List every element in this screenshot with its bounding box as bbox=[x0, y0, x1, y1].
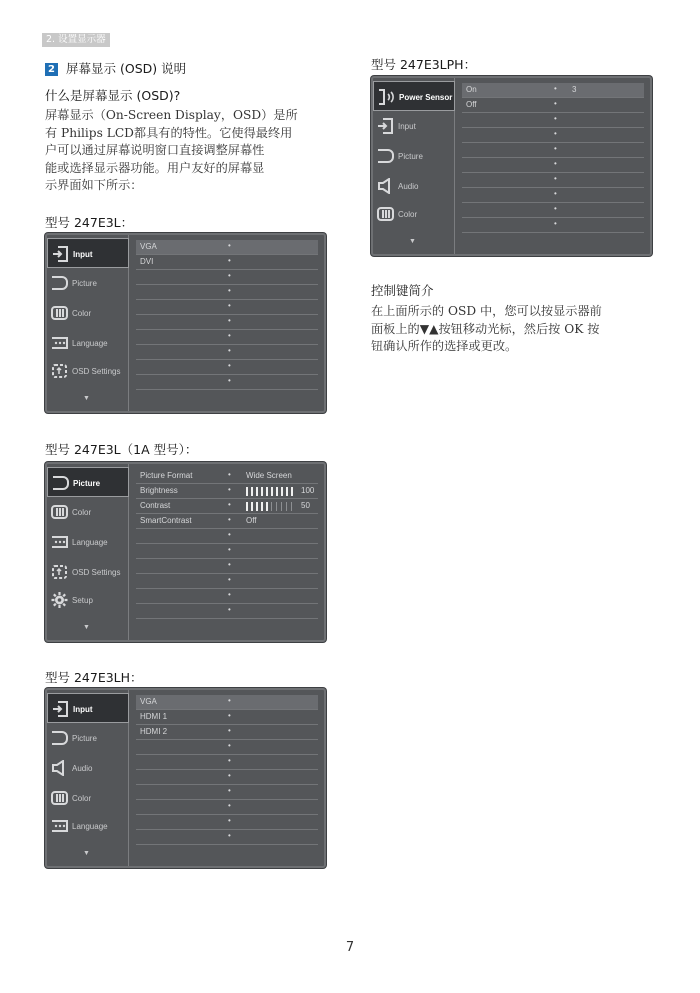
osd-submenu bbox=[130, 464, 324, 640]
osd-option-marker: • bbox=[228, 376, 231, 385]
language-icon bbox=[51, 818, 68, 834]
osd-menu-label: Color bbox=[72, 309, 92, 318]
osd-submenu-row[interactable] bbox=[136, 604, 318, 619]
osd-submenu-row[interactable] bbox=[462, 143, 644, 158]
osd-menu-label: Power Sensor bbox=[399, 93, 453, 102]
osd-menu-label: Input bbox=[73, 705, 93, 714]
osd-option-marker: • bbox=[228, 560, 231, 569]
osd-submenu bbox=[130, 235, 324, 411]
osd-menu-item[interactable] bbox=[47, 238, 129, 268]
picture-icon bbox=[51, 275, 68, 291]
section-number-badge: 2 bbox=[45, 63, 58, 76]
osd-option-label: Off bbox=[466, 100, 477, 109]
osd-option-marker: • bbox=[228, 286, 231, 295]
osd-menu-item[interactable] bbox=[47, 467, 129, 497]
input-icon bbox=[52, 246, 69, 262]
intro-line: 户可以通过屏幕说明窗口直接调整屏幕性 bbox=[45, 143, 265, 158]
osd-submenu-row[interactable] bbox=[136, 469, 318, 484]
osd-menu bbox=[47, 464, 129, 640]
osd-menu-item[interactable] bbox=[47, 497, 129, 527]
osd-option-marker: • bbox=[228, 786, 231, 795]
osd-menu-item[interactable] bbox=[47, 557, 129, 587]
osd-option-marker: • bbox=[228, 500, 231, 509]
osd-submenu bbox=[456, 78, 650, 254]
picture-icon bbox=[52, 475, 69, 491]
scroll-down-arrow-icon[interactable]: ▼ bbox=[83, 395, 90, 402]
osd-menu-item[interactable] bbox=[47, 298, 129, 328]
osd-menu-label: Color bbox=[72, 508, 92, 517]
osd-submenu-row[interactable] bbox=[136, 345, 318, 360]
osd-option-marker: • bbox=[228, 271, 231, 280]
osd-option-label: VGA bbox=[140, 242, 157, 251]
osd-menu bbox=[47, 690, 129, 866]
osd-option-marker: • bbox=[228, 831, 231, 840]
osd-option-marker: • bbox=[228, 575, 231, 584]
osd-submenu-row[interactable] bbox=[136, 695, 318, 710]
osd-option-marker: • bbox=[228, 771, 231, 780]
osd-submenu-row[interactable] bbox=[462, 218, 644, 233]
osd-option-label: VGA bbox=[140, 697, 157, 706]
osd-option-marker: • bbox=[228, 741, 231, 750]
osd-menu-item[interactable] bbox=[373, 81, 455, 111]
osd-menu-label: Language bbox=[72, 822, 108, 831]
osd-screen-247e3l-1a bbox=[45, 462, 326, 642]
osd-submenu-row[interactable] bbox=[136, 484, 318, 499]
section-title bbox=[45, 59, 186, 77]
osd-option-marker: • bbox=[228, 605, 231, 614]
intro-paragraph bbox=[45, 107, 335, 195]
osd-option-marker: • bbox=[228, 470, 231, 479]
osd-option-marker: • bbox=[554, 204, 557, 213]
osd-option-marker: • bbox=[228, 256, 231, 265]
osd-submenu-row[interactable] bbox=[462, 128, 644, 143]
osd-submenu-row[interactable] bbox=[462, 188, 644, 203]
osd-submenu-row[interactable] bbox=[136, 255, 318, 270]
intro-heading: 什么是屏幕显示 (OSD)? bbox=[45, 88, 181, 103]
intro-line: 有 Philips LCD都具有的特性。它使得最终用 bbox=[45, 125, 293, 140]
controls-line: 面板上的▼▲按钮移动光标，然后按 OK 按 bbox=[371, 321, 600, 336]
osd-option-marker: • bbox=[554, 174, 557, 183]
osd-submenu-row[interactable] bbox=[136, 589, 318, 604]
color-icon bbox=[51, 305, 68, 321]
osd-option-value: 3 bbox=[572, 85, 577, 94]
osd-option-marker: • bbox=[554, 114, 557, 123]
osd-menu-label: Color bbox=[72, 794, 92, 803]
controls-paragraph bbox=[371, 303, 661, 356]
osd-submenu-row[interactable] bbox=[136, 740, 318, 755]
osd-submenu-row[interactable] bbox=[136, 830, 318, 845]
osd-option-marker: • bbox=[554, 129, 557, 138]
controls-heading: 控制键简介 bbox=[371, 283, 434, 298]
osd-menu-item[interactable] bbox=[373, 171, 455, 201]
intro-line: 能或选择显示器功能。用户友好的屏幕显 bbox=[45, 160, 265, 175]
osd-submenu-row[interactable] bbox=[136, 815, 318, 830]
osd-option-marker: • bbox=[228, 485, 231, 494]
osd-option-marker: • bbox=[228, 530, 231, 539]
osd-option-marker: • bbox=[228, 241, 231, 250]
model-label-247e3lh: 型号 247E3LH： bbox=[45, 670, 143, 685]
osd-screen-247e3lh bbox=[45, 688, 326, 868]
osd-level-value: 100 bbox=[301, 486, 315, 495]
osd-option-marker: • bbox=[554, 144, 557, 153]
osd-option-marker: • bbox=[228, 756, 231, 765]
osd-menu-label: Audio bbox=[398, 182, 419, 191]
osd-submenu-row[interactable] bbox=[136, 499, 318, 514]
osd-option-marker: • bbox=[228, 816, 231, 825]
model-label-247e3l: 型号 247E3L： bbox=[45, 215, 134, 230]
osd-option-marker: • bbox=[228, 711, 231, 720]
osd-option-label: HDMI 2 bbox=[140, 727, 168, 736]
osd-menu-label: Setup bbox=[72, 596, 93, 605]
osd-menu-label: Picture bbox=[72, 279, 97, 288]
input-icon bbox=[52, 701, 69, 717]
osd-option-label: On bbox=[466, 85, 477, 94]
audio-icon bbox=[51, 760, 68, 776]
osd-menu-label: Picture bbox=[398, 152, 423, 161]
osd-settings-icon bbox=[51, 564, 68, 580]
osd-option-marker: • bbox=[228, 316, 231, 325]
osd-option-marker: • bbox=[554, 219, 557, 228]
osd-submenu-row[interactable] bbox=[136, 285, 318, 300]
osd-submenu-row[interactable] bbox=[136, 770, 318, 785]
osd-menu-item[interactable] bbox=[373, 111, 455, 141]
osd-level-value: 50 bbox=[301, 501, 310, 510]
osd-menu-label: Input bbox=[73, 250, 93, 259]
picture-icon bbox=[51, 730, 68, 746]
osd-menu bbox=[47, 235, 129, 411]
osd-option-marker: • bbox=[228, 801, 231, 810]
osd-option-marker: • bbox=[228, 545, 231, 554]
osd-submenu-row[interactable] bbox=[136, 315, 318, 330]
picture-icon bbox=[377, 148, 394, 164]
intro-line: 示界面如下所示： bbox=[45, 178, 143, 193]
controls-line: 钮确认所作的选择或更改。 bbox=[371, 339, 518, 354]
osd-option-marker: • bbox=[554, 159, 557, 168]
osd-menu-item[interactable] bbox=[47, 811, 129, 841]
scroll-down-arrow-icon[interactable]: ▼ bbox=[83, 850, 90, 857]
input-icon bbox=[377, 118, 394, 134]
osd-option-label: HDMI 1 bbox=[140, 712, 168, 721]
osd-option-marker: • bbox=[228, 515, 231, 524]
osd-menu-item[interactable] bbox=[373, 141, 455, 171]
osd-submenu-row[interactable] bbox=[136, 529, 318, 544]
section-title-text: 屏幕显示 (OSD) 说明 bbox=[66, 61, 187, 76]
scroll-down-arrow-icon[interactable]: ▼ bbox=[409, 238, 416, 245]
osd-menu-label: Language bbox=[72, 538, 108, 547]
osd-submenu-row[interactable] bbox=[136, 725, 318, 740]
osd-menu-label: OSD Settings bbox=[72, 367, 121, 376]
osd-menu-label: OSD Settings bbox=[72, 568, 121, 577]
osd-option-marker: • bbox=[228, 301, 231, 310]
osd-screen-247e3l bbox=[45, 233, 326, 413]
osd-menu-item[interactable] bbox=[47, 783, 129, 813]
osd-option-marker: • bbox=[554, 189, 557, 198]
scroll-down-arrow-icon[interactable]: ▼ bbox=[83, 624, 90, 631]
osd-menu bbox=[373, 78, 455, 254]
osd-menu-item[interactable] bbox=[47, 693, 129, 723]
osd-option-value: Off bbox=[246, 516, 257, 525]
osd-settings-icon bbox=[51, 363, 68, 379]
osd-menu-label: Input bbox=[398, 122, 416, 131]
osd-submenu-row[interactable] bbox=[136, 300, 318, 315]
osd-option-label: SmartContrast bbox=[140, 516, 192, 525]
osd-option-marker: • bbox=[228, 726, 231, 735]
osd-level-bar[interactable] bbox=[246, 487, 294, 496]
audio-icon bbox=[377, 178, 394, 194]
osd-menu-label: Color bbox=[398, 210, 418, 219]
osd-option-label: Brightness bbox=[140, 486, 178, 495]
osd-option-label: Picture Format bbox=[140, 471, 193, 480]
chapter-tag: 2. 设置显示器 bbox=[42, 33, 110, 47]
osd-menu-item[interactable] bbox=[47, 723, 129, 753]
osd-option-label: Contrast bbox=[140, 501, 171, 510]
osd-submenu-row[interactable] bbox=[136, 240, 318, 255]
osd-submenu-row[interactable] bbox=[462, 98, 644, 113]
osd-menu-label: Audio bbox=[72, 764, 93, 773]
osd-option-marker: • bbox=[554, 84, 557, 93]
osd-submenu-row[interactable] bbox=[136, 785, 318, 800]
power-sensor-icon bbox=[378, 89, 395, 105]
osd-menu-item[interactable] bbox=[47, 268, 129, 298]
color-icon bbox=[51, 790, 68, 806]
osd-option-marker: • bbox=[228, 331, 231, 340]
model-label-247e3lph: 型号 247E3LPH： bbox=[371, 57, 477, 72]
osd-menu-item[interactable] bbox=[47, 527, 129, 557]
osd-menu-label: Picture bbox=[72, 734, 97, 743]
osd-menu-item[interactable] bbox=[47, 753, 129, 783]
osd-submenu-row[interactable] bbox=[136, 270, 318, 285]
osd-submenu-row[interactable] bbox=[136, 544, 318, 559]
osd-submenu-row[interactable] bbox=[462, 173, 644, 188]
osd-option-marker: • bbox=[228, 346, 231, 355]
osd-submenu-row[interactable] bbox=[462, 113, 644, 128]
osd-submenu-row[interactable] bbox=[136, 375, 318, 390]
language-icon bbox=[51, 534, 68, 550]
osd-menu-item[interactable] bbox=[47, 585, 129, 615]
osd-option-marker: • bbox=[228, 696, 231, 705]
osd-submenu bbox=[130, 690, 324, 866]
osd-screen-247e3lph bbox=[371, 76, 652, 256]
intro-line: 屏幕显示（On-Screen Display，OSD）是所 bbox=[45, 108, 298, 122]
osd-submenu-row[interactable] bbox=[136, 755, 318, 770]
osd-submenu-row[interactable] bbox=[136, 710, 318, 725]
osd-submenu-row[interactable] bbox=[462, 203, 644, 218]
osd-menu-item[interactable] bbox=[47, 328, 129, 358]
osd-submenu-row[interactable] bbox=[136, 559, 318, 574]
color-icon bbox=[377, 206, 394, 222]
model-label-247e3l-1a: 型号 247E3L（1A 型号）： bbox=[45, 442, 198, 457]
osd-submenu-row[interactable] bbox=[136, 800, 318, 815]
osd-submenu-row[interactable] bbox=[136, 360, 318, 375]
controls-line: 在上面所示的 OSD 中，您可以按显示器前 bbox=[371, 304, 602, 318]
osd-submenu-row[interactable] bbox=[462, 83, 644, 98]
osd-option-marker: • bbox=[228, 590, 231, 599]
color-icon bbox=[51, 504, 68, 520]
gear-icon bbox=[51, 592, 68, 608]
osd-option-value: Wide Screen bbox=[246, 471, 292, 480]
language-icon bbox=[51, 335, 68, 351]
osd-submenu-row[interactable] bbox=[136, 514, 318, 529]
osd-option-label: DVI bbox=[140, 257, 154, 266]
osd-menu-label: Picture bbox=[73, 479, 101, 488]
osd-submenu-row[interactable] bbox=[136, 574, 318, 589]
osd-submenu-row[interactable] bbox=[136, 330, 318, 345]
page-number: 7 bbox=[345, 940, 355, 955]
osd-menu-label: Language bbox=[72, 339, 108, 348]
osd-level-bar[interactable] bbox=[246, 502, 294, 511]
osd-submenu-row[interactable] bbox=[462, 158, 644, 173]
osd-option-marker: • bbox=[554, 99, 557, 108]
osd-menu-item[interactable] bbox=[373, 199, 455, 229]
osd-option-marker: • bbox=[228, 361, 231, 370]
osd-menu-item[interactable] bbox=[47, 356, 129, 386]
